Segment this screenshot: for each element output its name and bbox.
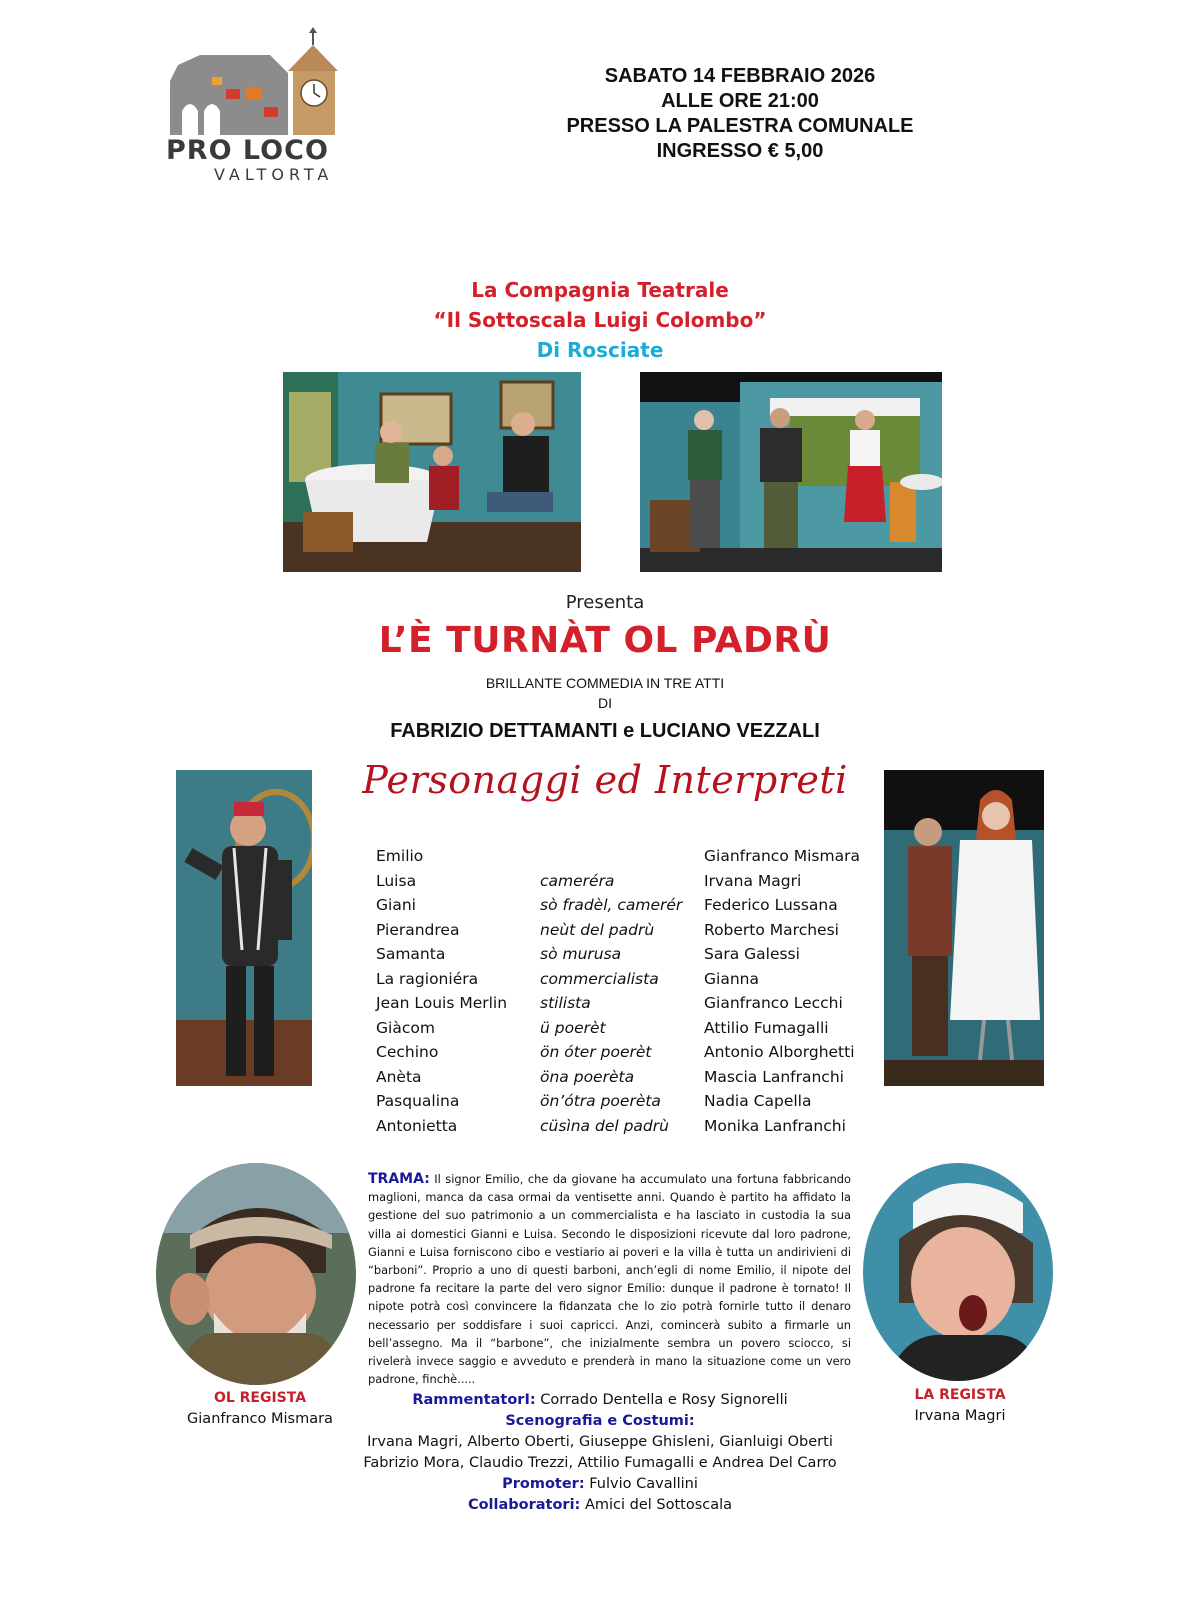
cast-description: ön’ótra poerèta: [540, 1092, 661, 1110]
cast-actor: Roberto Marchesi: [704, 920, 839, 939]
pro-loco-logo: [160, 25, 350, 185]
cast-row: [376, 1068, 876, 1093]
cast-description: sò fradèl, camerér: [540, 896, 683, 914]
event-time: ALLE ORE 21:00: [661, 90, 819, 112]
company-line-1: La Compagnia Teatrale: [471, 278, 729, 302]
cast-description: öna poerèta: [540, 1067, 635, 1086]
cast-actor: Attilio Fumagalli: [704, 1018, 829, 1037]
show-subtitle: [400, 673, 810, 713]
cast-heading: Personaggi ed Interpreti: [362, 758, 848, 802]
cast-role: Jean Louis Merlin: [376, 994, 508, 1012]
actor-photo-mannequin: [884, 770, 1044, 1086]
cast-role: Cechino: [376, 1043, 439, 1061]
credit-prompters-label: RammentatorI:: [412, 1392, 536, 1408]
presents-label: Presenta: [565, 592, 645, 613]
credits: [330, 1390, 870, 1516]
cast-role: Giani: [376, 896, 416, 914]
event-date: SABATO 14 FEBBRAIO 2026: [604, 65, 876, 87]
credit-prompters: [330, 1390, 870, 1411]
credit-promoter-name: Fulvio Cavallini: [589, 1476, 698, 1492]
cast-row: [376, 896, 876, 921]
cast-row: [376, 921, 876, 946]
cast-role: Emilio: [376, 847, 424, 865]
cast-description: ü poerèt: [540, 1018, 606, 1037]
show-title: L’È TURNÀT OL PADRÙ: [378, 620, 832, 661]
cast-row: [376, 847, 876, 872]
cast-actor: Monika Lanfranchi: [704, 1116, 846, 1135]
town-building-icon: [160, 25, 350, 137]
cast-actor: Federico Lussana: [704, 896, 838, 914]
cast-role: Giàcom: [376, 1018, 435, 1037]
cast-row: [376, 872, 876, 897]
credit-scenery-names-1: Irvana Magri, Alberto Oberti, Giuseppe Ghisleni, Gianluigi Oberti: [367, 1434, 833, 1450]
cast-row: [376, 1043, 876, 1068]
cast-role: Pasqualina: [376, 1092, 460, 1110]
cast-row: [376, 1092, 876, 1117]
cast-description: ön óter poerèt: [540, 1043, 652, 1061]
credit-scenery-names-2: Fabrizio Mora, Claudio Trezzi, Attilio Fumagalli e Andrea Del Carro: [363, 1455, 837, 1471]
plot-text: Il signor Emilio, che da giovane ha accumulato una fortuna fabbricando maglioni, manca da casa ormai da ventisette anni. Quando è partito ha affidato la gestione del suo patrimonio a un commercialista e ha lasciato in custodia la sua villa ai domestici Gianni e Luisa. Secondo le disposizioni ricevute dal loro padrone, Gianni e Luisa forniscono cibo e vestiario ai poveri e la villa è tutta un andirivieni di “barboni”. Proprio a uno di questi barboni, anch’egli di nome Emilio, il nipote del padrone fa recitare la parte del vero signor Emilio: dunque il padrone è tornato! Il nipote potrà così convincere la fidanzata che lo zio potrà fornirle tutto il denaro necessario per soddisfare i suoi capricci. Anzi, comincerà subito a firmarle un bell’assegno. Ma il “barbone”, che inizialmente sembra un povero sciocco, si rivelerà invece saggio e avveduto e prenderà in mano la situazione come un vero padrone, finchè.....: [368, 1172, 851, 1387]
credit-collaborators-label: Collaboratori:: [467, 1497, 581, 1513]
company-location: Di Rosciate: [536, 338, 664, 362]
theatre-company: [300, 275, 900, 365]
event-info: [540, 64, 940, 164]
cast-role: La ragioniéra: [376, 969, 479, 988]
director-female: [870, 1385, 1050, 1427]
director-portrait-male: [156, 1163, 356, 1385]
director-female-label: LA REGISTA: [914, 1387, 1006, 1403]
cast-role: Antonietta: [376, 1116, 458, 1135]
cast-description: commercialista: [540, 969, 659, 988]
cast-actor: Mascia Lanfranchi: [704, 1067, 844, 1086]
company-name: “Il Sottoscala Luigi Colombo”: [433, 308, 767, 332]
plot-summary: [368, 1170, 851, 1388]
cast-description: cüsìna del padrù: [540, 1116, 669, 1135]
director-male-name: Gianfranco Mismara: [187, 1411, 333, 1427]
plot-label: TRAMA:: [368, 1171, 430, 1187]
cast-row: [376, 970, 876, 995]
credit-collaborators: [330, 1495, 870, 1516]
credit-prompters-names: Corrado Dentella e Rosy Signorelli: [540, 1392, 788, 1408]
cast-actor: Gianna: [704, 969, 759, 988]
director-portrait-female: [863, 1163, 1053, 1381]
director-male-label: OL REGISTA: [213, 1390, 307, 1406]
logo-name: PRO LOCO: [166, 135, 329, 166]
cast-role: Samanta: [376, 945, 446, 963]
cast-row: [376, 1019, 876, 1044]
cast-description: sò murusa: [540, 945, 622, 963]
credit-collaborators-names: Amici del Sottoscala: [584, 1497, 733, 1513]
cast-role: Anèta: [376, 1067, 422, 1086]
cast-row: [376, 1117, 876, 1142]
event-venue: PRESSO LA PALESTRA COMUNALE: [566, 115, 914, 137]
credit-promoter-label: Promoter:: [502, 1476, 585, 1492]
cast-description: cameréra: [540, 871, 615, 890]
stage-photo-dining-table: [283, 372, 581, 572]
cast-list: [376, 847, 876, 1141]
show-by-label: DI: [598, 695, 612, 711]
cast-actor: Nadia Capella: [704, 1092, 812, 1110]
cast-row: [376, 945, 876, 970]
show-genre: BRILLANTE COMMEDIA IN TRE ATTI: [485, 675, 725, 691]
credit-promoter: [330, 1474, 870, 1495]
cast-actor: Irvana Magri: [704, 871, 802, 890]
director-female-name: Irvana Magri: [914, 1408, 1006, 1424]
stage-photo-living-room: [640, 372, 942, 572]
logo-subtitle: VALTORTA: [214, 165, 334, 184]
cast-actor: Gianfranco Lecchi: [704, 994, 843, 1012]
actor-photo-emilio: [176, 770, 312, 1086]
cast-actor: Gianfranco Mismara: [704, 847, 860, 865]
cast-description: stilista: [540, 994, 591, 1012]
cast-description: neùt del padrù: [540, 920, 655, 939]
cast-row: [376, 994, 876, 1019]
show-authors: FABRIZIO DETTAMANTI e LUCIANO VEZZALI: [390, 720, 820, 742]
cast-role: Luisa: [376, 871, 417, 890]
cast-actor: Antonio Alborghetti: [704, 1043, 855, 1061]
cast-role: Pierandrea: [376, 920, 460, 939]
cast-actor: Sara Galessi: [704, 945, 800, 963]
credit-scenery-label: Scenografia e Costumi:: [505, 1413, 695, 1429]
event-ticket-price: INGRESSO € 5,00: [656, 140, 824, 162]
